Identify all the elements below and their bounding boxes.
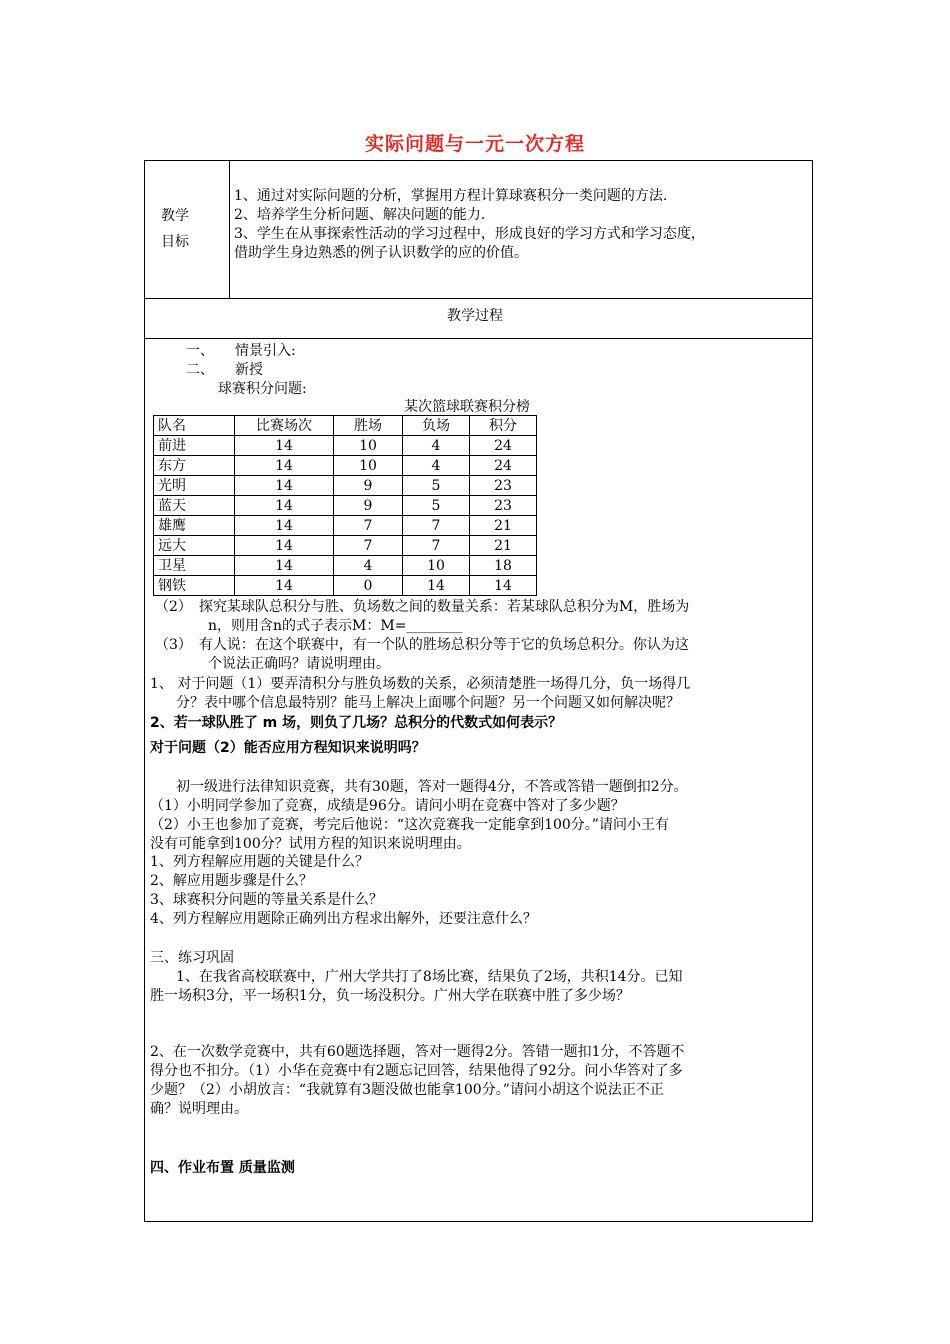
table-row bbox=[154, 476, 537, 496]
table-cell: 5 bbox=[403, 496, 470, 516]
table-cell: 5 bbox=[403, 476, 470, 496]
objective-item: 2、培养学生分析问题、解决问题的能力. bbox=[234, 207, 486, 223]
team-name: 蓝天 bbox=[154, 496, 235, 516]
divider bbox=[145, 338, 812, 339]
team-name: 远大 bbox=[154, 536, 235, 556]
objectives-label: 教学 bbox=[161, 208, 189, 224]
question-text: （2） 探究某球队总积分与胜、负场数之间的数量关系：若某球队总积分为M，胜场为 bbox=[155, 599, 690, 615]
guidance-bold: 对于问题（2）能否应用方程知识来说明吗？ bbox=[150, 740, 426, 756]
table-row bbox=[154, 556, 537, 576]
contest-question: （2）小王也参加了竞赛，考完后他说：“这次竞赛我一定能拿到100分。”请问小王有 bbox=[150, 817, 669, 833]
problem-title: 球赛积分问题: bbox=[218, 381, 307, 397]
guidance-text: 分？表中哪个信息最特别？能马上解决上面哪个问题？另一个问题又如何解决呢？ bbox=[176, 695, 680, 711]
table-cell: 7 bbox=[334, 536, 403, 556]
table-row bbox=[154, 576, 537, 596]
contest-question: 没有可能拿到100分？试用方程的知识来说明理由。 bbox=[150, 836, 471, 852]
table-cell: 10 bbox=[403, 556, 470, 576]
table-row bbox=[154, 436, 537, 456]
table-cell: 10 bbox=[334, 456, 403, 476]
table-cell: 14 bbox=[235, 576, 334, 596]
contest-intro: 初一级进行法律知识竞赛，共有30题，答对一题得4分，不答或答错一题倒扣2分。 bbox=[176, 779, 688, 795]
column-header: 胜场 bbox=[334, 416, 403, 436]
exercise-text: 1、在我省高校联赛中，广州大学共打了8场比赛，结果负了2场，共积14分。已知 bbox=[176, 969, 683, 985]
exercise-text: 少题？（2）小胡放言：“我就算有3题没做也能拿100分。”请问小胡这个说法正不正 bbox=[150, 1082, 664, 1098]
exercise-text: 得分也不扣分。（1）小华在竞赛中有2题忘记回答，结果他得了92分。问小华答对了多 bbox=[150, 1063, 683, 1079]
table-cell: 14 bbox=[235, 496, 334, 516]
team-name: 东方 bbox=[154, 456, 235, 476]
objective-item: 1、通过对实际问题的分析，掌握用方程计算球赛积分一类问题的方法. bbox=[234, 188, 668, 204]
table-row bbox=[154, 456, 537, 476]
question-text: 个说法正确吗？请说明理由。 bbox=[208, 656, 390, 672]
divider bbox=[229, 161, 230, 298]
table-cell: 14 bbox=[235, 456, 334, 476]
page-title: 实际问题与一元一次方程 bbox=[364, 133, 585, 155]
team-name: 卫星 bbox=[154, 556, 235, 576]
column-header: 积分 bbox=[470, 416, 537, 436]
guidance-bold: 2、若一球队胜了 m 场，则负了几场？总积分的代数式如何表示？ bbox=[150, 715, 563, 731]
table-cell: 9 bbox=[334, 496, 403, 516]
section-heading: 四、作业布置 质量监测 bbox=[150, 1160, 295, 1176]
table-cell: 4 bbox=[403, 456, 470, 476]
table-cell: 10 bbox=[334, 436, 403, 456]
table-cell: 23 bbox=[470, 476, 537, 496]
table-cell: 21 bbox=[470, 536, 537, 556]
table-cell: 14 bbox=[235, 536, 334, 556]
exercise-text: 2、在一次数学竞赛中，共有60题选择题，答对一题得2分。答错一题扣1分，不答题不 bbox=[150, 1044, 685, 1060]
team-name: 钢铁 bbox=[154, 576, 235, 596]
reflect-question: 4、列方程解应用题除正确列出方程求出解外，还要注意什么？ bbox=[150, 911, 537, 927]
table-cell: 4 bbox=[334, 556, 403, 576]
table-row bbox=[154, 516, 537, 536]
table-cell: 7 bbox=[403, 536, 470, 556]
exercise-text: 确？说明理由。 bbox=[150, 1101, 248, 1117]
objective-item: 3、学生在从事探索性活动的学习过程中，形成良好的学习方式和学习态度， bbox=[234, 226, 705, 242]
table-cell: 7 bbox=[334, 516, 403, 536]
column-header: 负场 bbox=[403, 416, 470, 436]
contest-question: （1）小明同学参加了竞赛，成绩是96分。请问小明在竞赛中答对了多少题？ bbox=[150, 798, 625, 814]
question-text: （3） 有人说：在这个联赛中，有一个队的胜场总积分等于它的负场总积分。你认为这 bbox=[155, 637, 689, 653]
table-cell: 14 bbox=[235, 556, 334, 576]
process-header: 教学过程 bbox=[447, 308, 503, 324]
reflect-question: 1、列方程解应用题的关键是什么？ bbox=[150, 854, 369, 870]
table-cell: 14 bbox=[235, 516, 334, 536]
table-cell: 0 bbox=[334, 576, 403, 596]
guidance-text: 1、 对于问题（1）要弄清积分与胜负场数的关系，必须清楚胜一场得几分，负一场得几 bbox=[150, 676, 691, 692]
standings-table bbox=[153, 415, 537, 596]
team-name: 前进 bbox=[154, 436, 235, 456]
table-cell: 24 bbox=[470, 436, 537, 456]
table-cell: 23 bbox=[470, 496, 537, 516]
table-cell: 18 bbox=[470, 556, 537, 576]
table-row bbox=[154, 496, 537, 516]
table-cell: 7 bbox=[403, 516, 470, 536]
table-cell: 14 bbox=[403, 576, 470, 596]
table-caption: 某次篮球联赛积分榜 bbox=[404, 399, 530, 415]
objective-item: 借助学生身边熟悉的例子认识数学的应的价值。 bbox=[234, 245, 528, 261]
table-cell: 14 bbox=[470, 576, 537, 596]
reflect-question: 3、球赛积分问题的等量关系是什么？ bbox=[150, 892, 383, 908]
table-cell: 24 bbox=[470, 456, 537, 476]
table-row bbox=[154, 536, 537, 556]
column-header: 比赛场次 bbox=[235, 416, 334, 436]
column-header: 队名 bbox=[154, 416, 235, 436]
table-cell: 14 bbox=[235, 436, 334, 456]
table-cell: 14 bbox=[235, 476, 334, 496]
table-cell: 21 bbox=[470, 516, 537, 536]
objectives-label: 目标 bbox=[161, 234, 189, 250]
exercise-text: 胜一场积3分，平一场积1分，负一场没积分。广州大学在联赛中胜了多少场？ bbox=[150, 988, 630, 1004]
reflect-question: 2、解应用题步骤是什么？ bbox=[150, 873, 313, 889]
table-header-row bbox=[154, 416, 537, 436]
section-heading: 三、练习巩固 bbox=[150, 950, 234, 966]
question-text: n，则用含n的式子表示M：M=________ bbox=[208, 618, 463, 634]
divider bbox=[145, 298, 812, 299]
table-cell: 4 bbox=[403, 436, 470, 456]
table-cell: 9 bbox=[334, 476, 403, 496]
team-name: 光明 bbox=[154, 476, 235, 496]
team-name: 雄鹰 bbox=[154, 516, 235, 536]
section-heading: 二、 新授 bbox=[186, 362, 263, 378]
section-heading: 一、 情景引入: bbox=[186, 343, 296, 359]
